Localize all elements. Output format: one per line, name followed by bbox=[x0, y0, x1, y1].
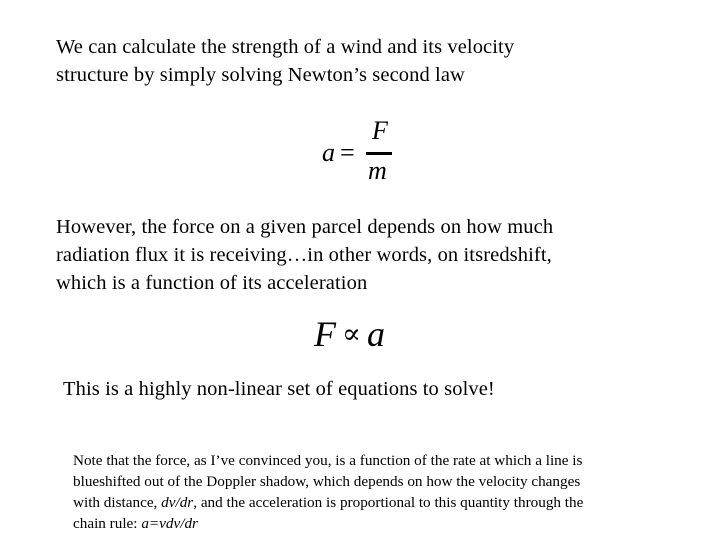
proportionality-force: F bbox=[314, 314, 336, 354]
footnote-line-1: Note that the force, as I’ve convinced you, is a function of the rate at which a line is bbox=[73, 452, 583, 469]
force-paragraph bbox=[56, 213, 553, 297]
intro-line-1: We can calculate the strength of a wind and its velocity bbox=[56, 36, 515, 58]
footnote-line-2: blueshifted out of the Doppler shadow, which depends on how the velocity changes bbox=[73, 473, 581, 490]
equation-acceleration: a bbox=[322, 138, 335, 167]
nonlinear-statement: This is a highly non-linear set of equations to solve! bbox=[63, 378, 495, 400]
intro-line-2: structure by simply solving Newton’s second law bbox=[56, 64, 465, 86]
footnote-line-4a: chain rule: bbox=[73, 515, 142, 532]
equation-denominator: m bbox=[368, 156, 387, 185]
footnote-dvdr: dv/dr bbox=[161, 494, 194, 511]
intro-paragraph bbox=[56, 33, 514, 89]
footnote-chain-rule: a=vdv/dr bbox=[141, 515, 198, 532]
proportionality-acceleration: a bbox=[366, 314, 385, 354]
equation-equals: = bbox=[340, 138, 355, 167]
equation-numerator: F bbox=[372, 116, 388, 145]
footnote-line-3 bbox=[73, 492, 693, 513]
force-line-2a: radiation flux it is receiving…in other words, on its bbox=[56, 244, 484, 266]
newton-equation bbox=[322, 116, 402, 188]
footnote-line-3b: , and the acceleration is proportional to this quantity through the bbox=[193, 494, 584, 511]
footnote-line-4 bbox=[73, 513, 693, 534]
force-line-1: However, the force on a given parcel depends on how much bbox=[56, 216, 554, 238]
force-line-3: which is a function of its acceleration bbox=[56, 272, 368, 294]
proportionality-equation bbox=[314, 313, 385, 355]
footnote-line-3a: with distance, bbox=[73, 494, 162, 511]
force-line-2 bbox=[56, 241, 553, 269]
proportional-symbol: ∝ bbox=[342, 319, 361, 350]
force-line-2b: redshift, bbox=[483, 244, 552, 266]
footnote bbox=[73, 450, 693, 534]
fraction-bar bbox=[366, 152, 392, 155]
